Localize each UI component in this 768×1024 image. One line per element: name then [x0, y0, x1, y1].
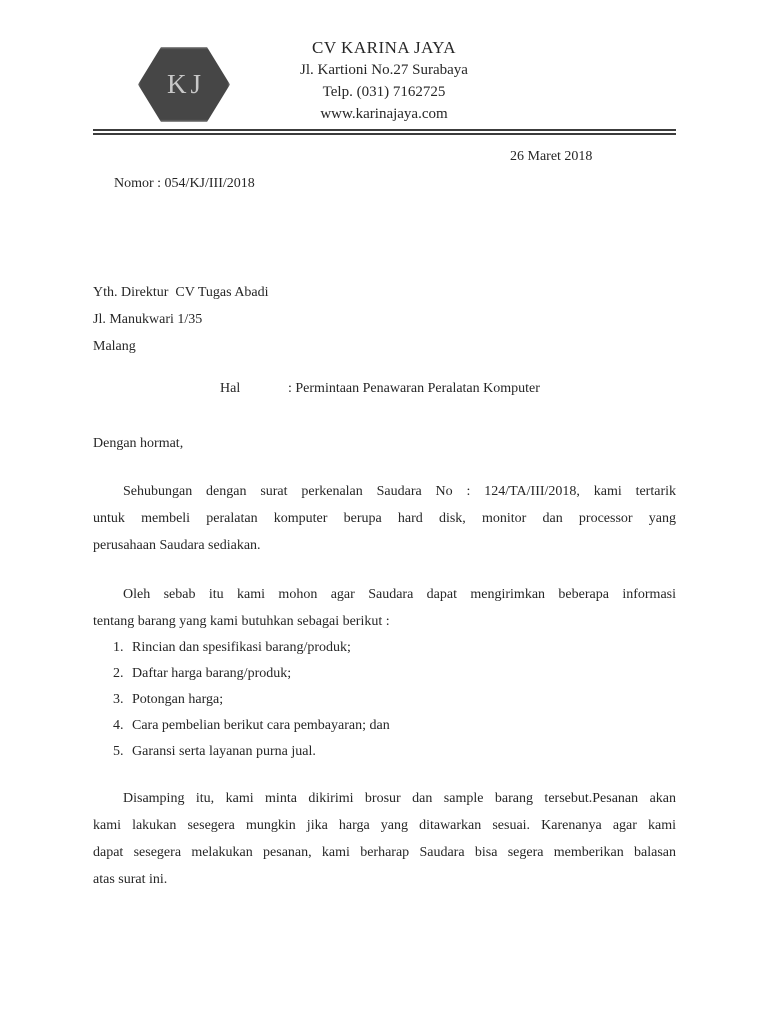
- logo-initials: KJ: [166, 69, 205, 99]
- company-website: www.karinajaya.com: [320, 106, 448, 122]
- letterhead-text: [0, 0, 768, 125]
- list-item-text: Daftar harga barang/produk;: [132, 666, 292, 681]
- letter-number: Nomor : 054/KJ/III/2018: [114, 176, 255, 191]
- subject-label: Hal: [220, 381, 241, 396]
- letterhead-divider: [93, 129, 676, 135]
- list-item: [93, 713, 676, 739]
- recipient-block: [93, 279, 676, 360]
- list-item-text: Potongan harga;: [132, 692, 224, 707]
- company-address: Jl. Kartioni No.27 Surabaya: [300, 62, 468, 78]
- list-item: [93, 635, 676, 661]
- list-item-text: Rincian dan spesifikasi barang/produk;: [132, 640, 351, 655]
- paragraph-line: tentang barang yang kami butuhkan sebagai berikut :: [93, 614, 390, 629]
- paragraph-line: Disamping itu, kami minta dikirimi brosur dan sample barang tersebut.Pesanan akan: [123, 791, 676, 806]
- list-item-number: 1.: [113, 640, 124, 655]
- company-name: CV KARINA JAYA: [312, 38, 456, 57]
- paragraph-line: atas surat ini.: [93, 872, 168, 887]
- list-item: [93, 661, 676, 687]
- paragraph-line: perusahaan Saudara sediakan.: [93, 538, 261, 553]
- company-logo: [138, 47, 230, 122]
- paragraph-line: Sehubungan dengan surat perkenalan Saudara No : 124/TA/III/2018, kami tertarik: [123, 484, 676, 499]
- paragraph-1: [93, 478, 676, 559]
- letter-meta: [93, 143, 676, 251]
- list-item-number: 5.: [113, 744, 124, 759]
- list-item: [93, 687, 676, 713]
- list-item-number: 3.: [113, 692, 124, 707]
- list-item-number: 4.: [113, 718, 124, 733]
- paragraph-2: [93, 581, 676, 635]
- company-phone: Telp. (031) 7162725: [322, 84, 446, 100]
- request-list: [93, 635, 676, 765]
- list-item: [93, 739, 676, 765]
- subject-line: [220, 375, 676, 402]
- paragraph-line: untuk membeli peralatan komputer berupa hard disk, monitor dan processor yang: [93, 511, 676, 526]
- paragraph-line: Oleh sebab itu kami mohon agar Saudara dapat mengirimkan beberapa informasi: [123, 587, 676, 602]
- subject-value: : Permintaan Penawaran Peralatan Komputer: [288, 381, 540, 396]
- recipient-city: Malang: [93, 339, 136, 354]
- list-item-number: 2.: [113, 666, 124, 681]
- list-item-text: Cara pembelian berikut cara pembayaran; dan: [132, 718, 390, 733]
- letter-content: [93, 143, 676, 893]
- recipient-street: Jl. Manukwari 1/35: [93, 312, 203, 327]
- salutation: Dengan hormat,: [93, 436, 184, 451]
- recipient-name: Yth. Direktur CV Tugas Abadi: [93, 285, 269, 300]
- letter-date: 26 Maret 2018: [510, 149, 593, 164]
- paragraph-line: dapat sesegera melakukan pesanan, kami berharap Saudara bisa segera memberikan balasan: [93, 845, 676, 860]
- paragraph-line: kami lakukan sesegera mungkin jika harga yang ditawarkan sesuai. Karenanya agar kami: [93, 818, 676, 833]
- letterhead: [0, 0, 768, 135]
- list-item-text: Garansi serta layanan purna jual.: [132, 744, 316, 759]
- paragraph-3: [93, 785, 676, 893]
